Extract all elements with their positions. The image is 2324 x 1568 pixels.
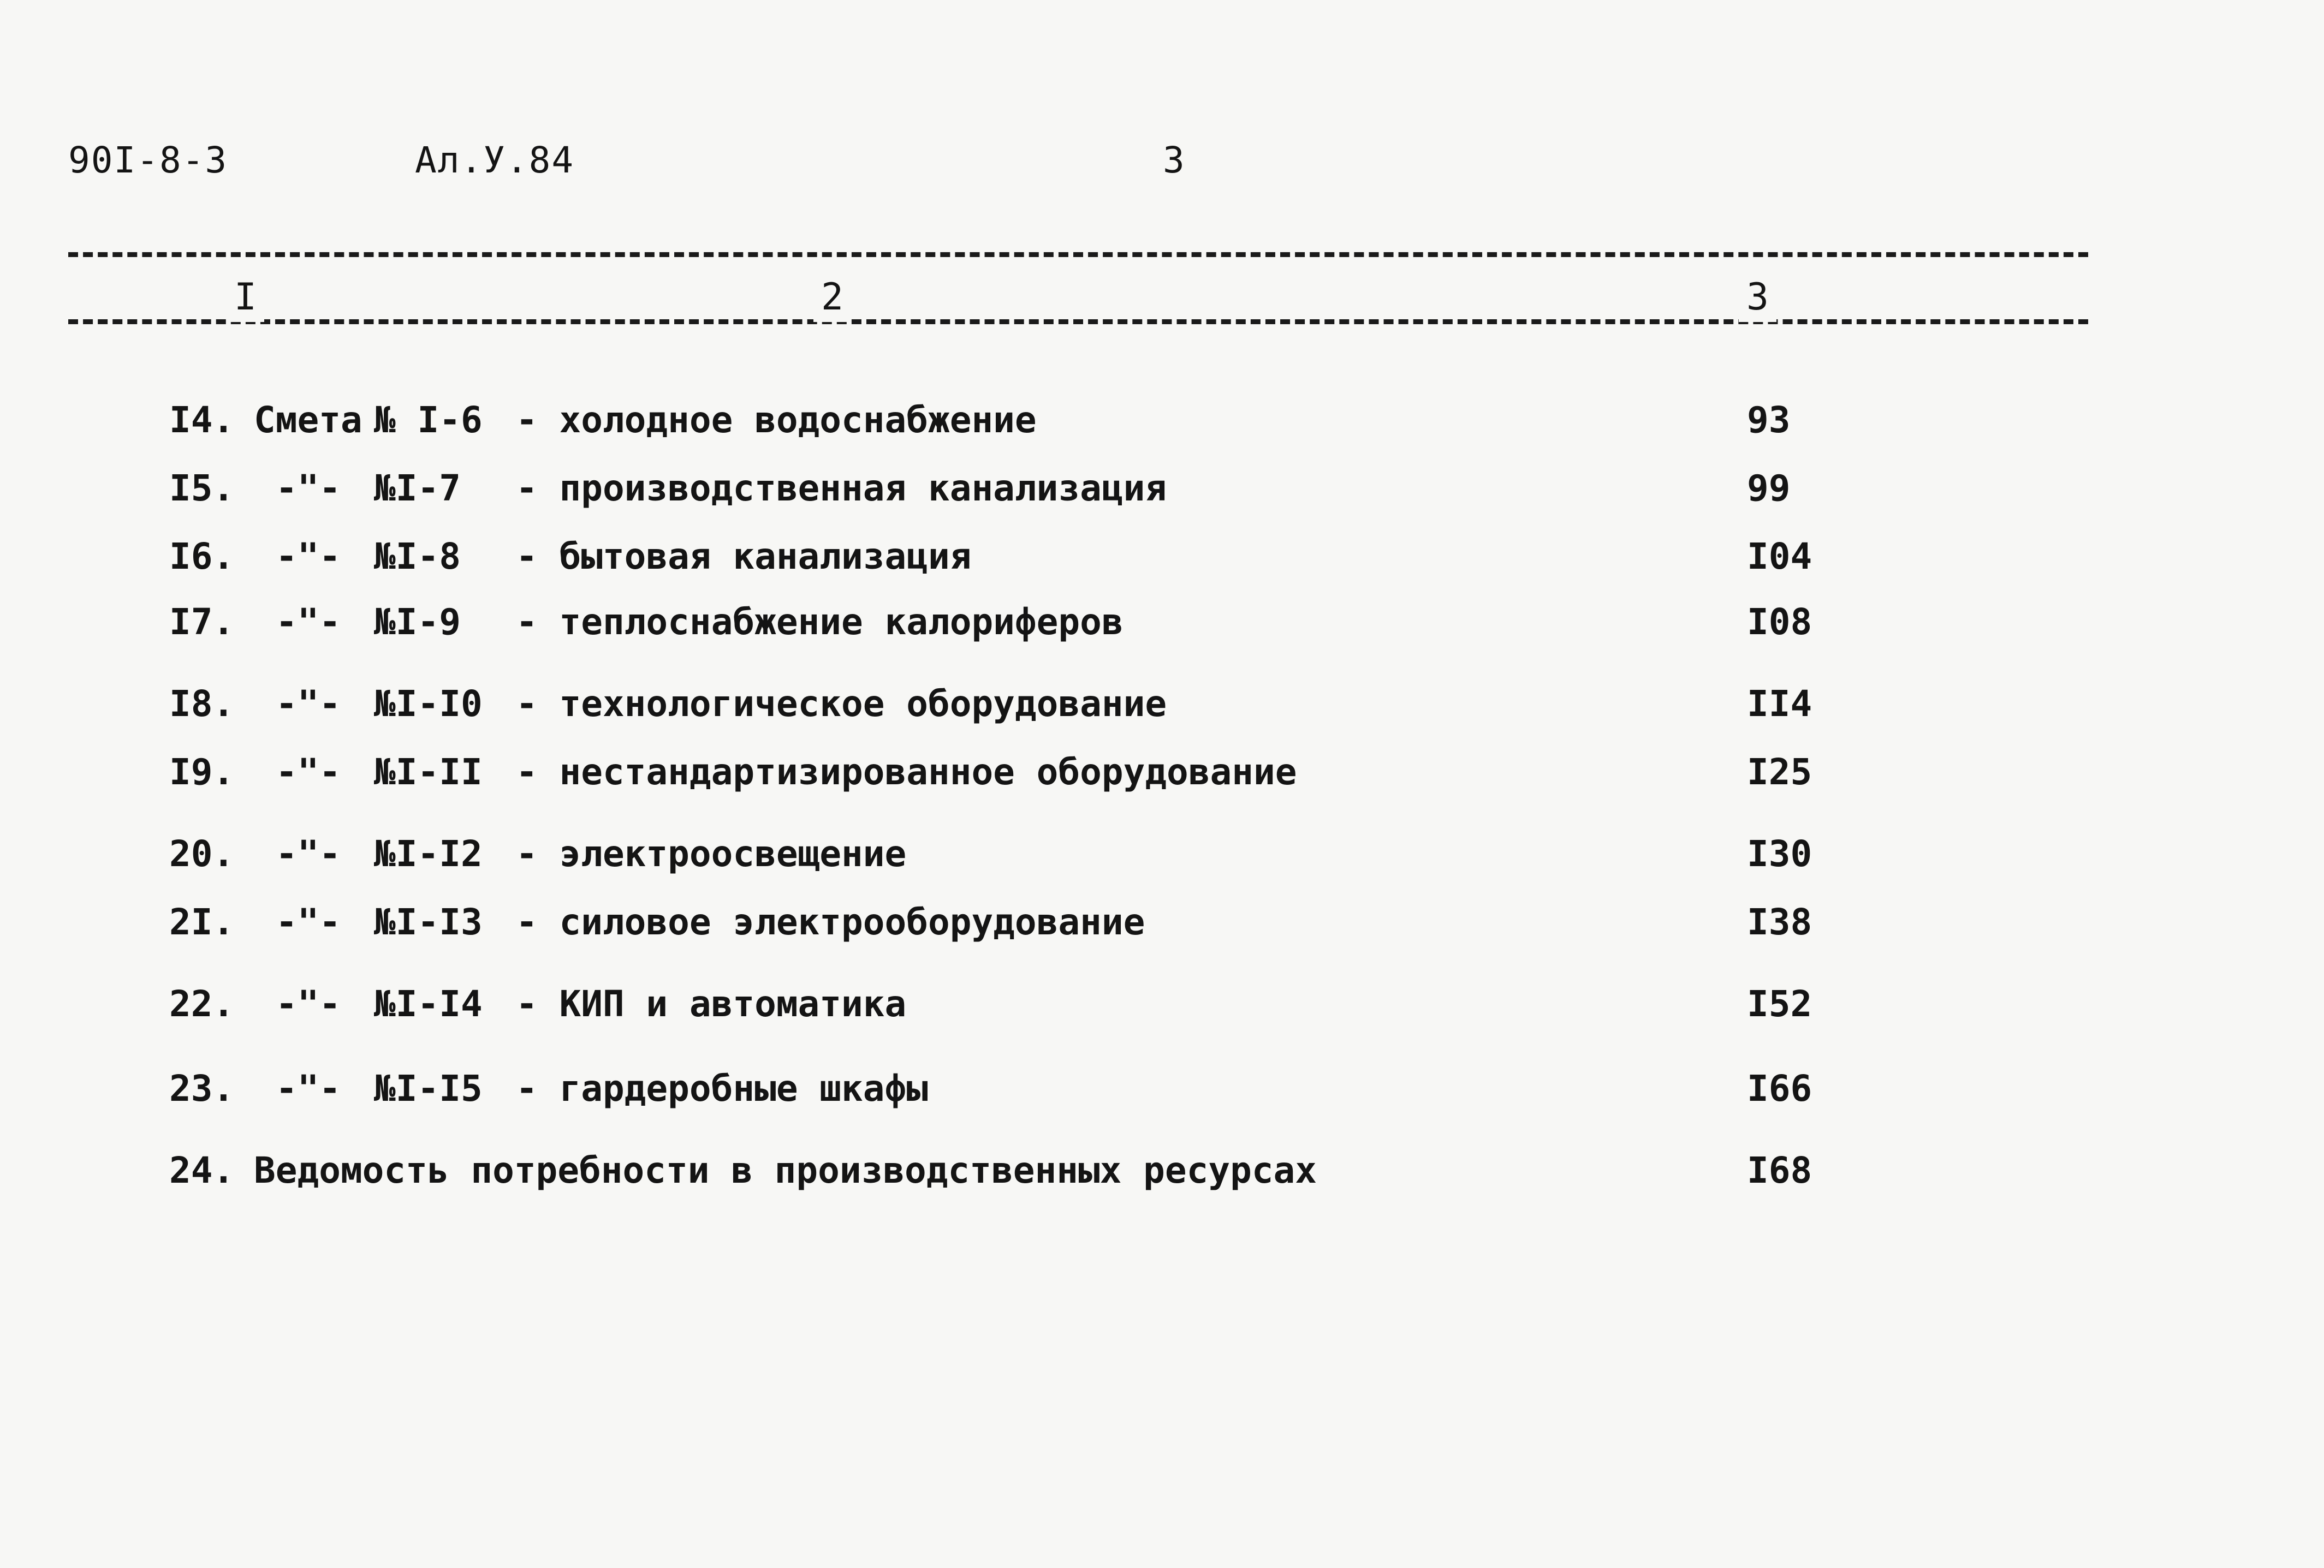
row-kind: -"-: [276, 901, 341, 943]
row-kind: -"-: [276, 535, 341, 577]
row-kind: Смета: [254, 399, 362, 441]
row-page: I66: [1747, 1068, 1812, 1110]
row-code: №I-9: [374, 601, 461, 643]
album-number: Ал.У.84: [415, 139, 575, 181]
row-description: - теплоснабжение калориферов: [516, 601, 1124, 643]
row-description: - бытовая канализация: [516, 535, 972, 577]
row-number: I8.: [169, 683, 235, 725]
row-description: - электроосвещение: [516, 833, 907, 875]
row-description: - нестандартизированное оборудование: [516, 751, 1297, 793]
row-number: I9.: [169, 751, 235, 793]
row-kind: -"-: [276, 683, 341, 725]
row-kind: -"-: [276, 833, 341, 875]
row-page: I08: [1747, 601, 1812, 643]
table-row: [0, 898, 2324, 947]
table-top-rule: [68, 252, 2088, 257]
row-kind: -"-: [276, 751, 341, 793]
row-number: 22.: [169, 983, 235, 1025]
row-code: №I-I2: [374, 833, 483, 875]
row-number: I4.: [169, 399, 235, 441]
row-page: I52: [1747, 983, 1812, 1025]
row-number: I6.: [169, 535, 235, 577]
row-code: №I-7: [374, 467, 461, 509]
row-kind: -"-: [276, 983, 341, 1025]
row-page: I25: [1747, 751, 1812, 793]
table-row: [0, 532, 2324, 581]
row-kind: -"-: [276, 601, 341, 643]
row-description: - силовое электрооборудование: [516, 901, 1145, 943]
row-description: - КИП и автоматика: [516, 983, 907, 1025]
row-code: №I-I5: [374, 1068, 483, 1110]
row-description: Ведомость потребности в производственных ресурсах: [254, 1149, 1317, 1191]
row-number: I5.: [169, 467, 235, 509]
row-description: - технологическое оборудование: [516, 683, 1167, 725]
table-row: [0, 1064, 2324, 1113]
row-kind: -"-: [276, 467, 341, 509]
table-header-rule: [68, 319, 2088, 324]
document-code: 90I-8-3: [68, 139, 228, 181]
row-description: - производственная канализация: [516, 467, 1167, 509]
row-number: 24.: [169, 1149, 235, 1191]
table-row: [0, 748, 2324, 797]
table-row: [0, 830, 2324, 879]
row-page: I38: [1747, 901, 1812, 943]
row-code: №I-II: [374, 751, 483, 793]
column-number-3: 3: [1739, 273, 1776, 322]
row-page: I68: [1747, 1149, 1812, 1191]
page-number: 3: [1163, 139, 1186, 181]
row-code: №I-I4: [374, 983, 483, 1025]
table-row: [0, 396, 2324, 445]
row-description: - гардеробные шкафы: [516, 1068, 928, 1110]
row-page: I30: [1747, 833, 1812, 875]
row-page: I04: [1747, 535, 1812, 577]
row-number: 2I.: [169, 901, 235, 943]
row-code: №I-8: [374, 535, 461, 577]
table-row: [0, 464, 2324, 513]
table-row: [0, 679, 2324, 729]
row-page: 99: [1747, 467, 1791, 509]
table-row: [0, 980, 2324, 1029]
row-number: I7.: [169, 601, 235, 643]
row-code: № I-6: [374, 399, 483, 441]
row-code: №I-I0: [374, 683, 483, 725]
table-row-final: [0, 1146, 2324, 1195]
row-number: 20.: [169, 833, 235, 875]
row-kind: -"-: [276, 1068, 341, 1110]
row-page: 93: [1747, 399, 1791, 441]
row-description: - холодное водоснабжение: [516, 399, 1037, 441]
row-page: II4: [1747, 683, 1812, 725]
column-number-1: I: [227, 273, 264, 322]
table-row: [0, 598, 2324, 647]
row-number: 23.: [169, 1068, 235, 1110]
column-number-2: 2: [813, 273, 851, 322]
row-code: №I-I3: [374, 901, 483, 943]
